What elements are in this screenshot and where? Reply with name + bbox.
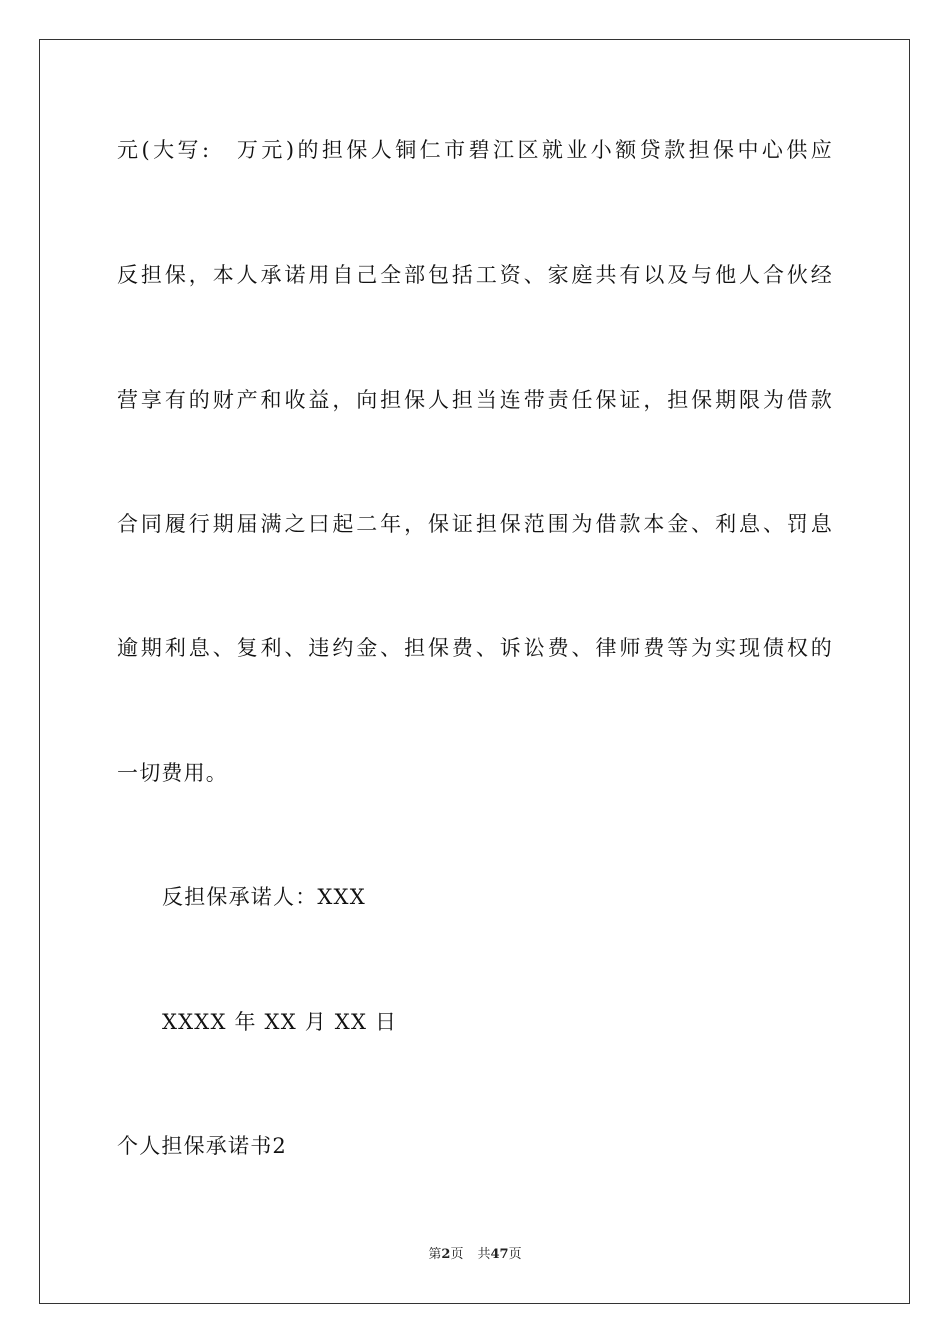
total-pages: 47	[490, 1247, 509, 1262]
body-line-5: 逾期利息、复利、违约金、担保费、诉讼费、律师费等为实现债权的	[117, 636, 833, 660]
section-heading: 个人担保承诺书2	[117, 1134, 287, 1158]
page-prefix: 第	[428, 1247, 442, 1262]
date-line: XXXX 年 XX 月 XX 日	[162, 1010, 398, 1034]
body-line-4: 合同履行期届满之曰起二年，保证担保范围为借款本金、利息、罚息	[117, 512, 833, 536]
page-footer	[0, 1247, 950, 1263]
total-prefix: 共	[477, 1247, 491, 1262]
page-suffix: 页	[450, 1247, 464, 1262]
body-line-1: 元(大写: 万元)的担保人铜仁市碧江区就业小额贷款担保中心供应	[117, 138, 833, 162]
total-suffix: 页	[508, 1247, 522, 1262]
body-line-6: 一切费用。	[117, 761, 228, 785]
body-line-2: 反担保，本人承诺用自己全部包括工资、家庭共有以及与他人合伙经	[117, 263, 833, 287]
body-line-3: 营享有的财产和收益，向担保人担当连带责任保证，担保期限为借款	[117, 388, 833, 412]
signatory-line: 反担保承诺人：XXX	[162, 885, 366, 909]
page-number: 2	[441, 1247, 451, 1262]
page-border	[39, 39, 910, 1304]
